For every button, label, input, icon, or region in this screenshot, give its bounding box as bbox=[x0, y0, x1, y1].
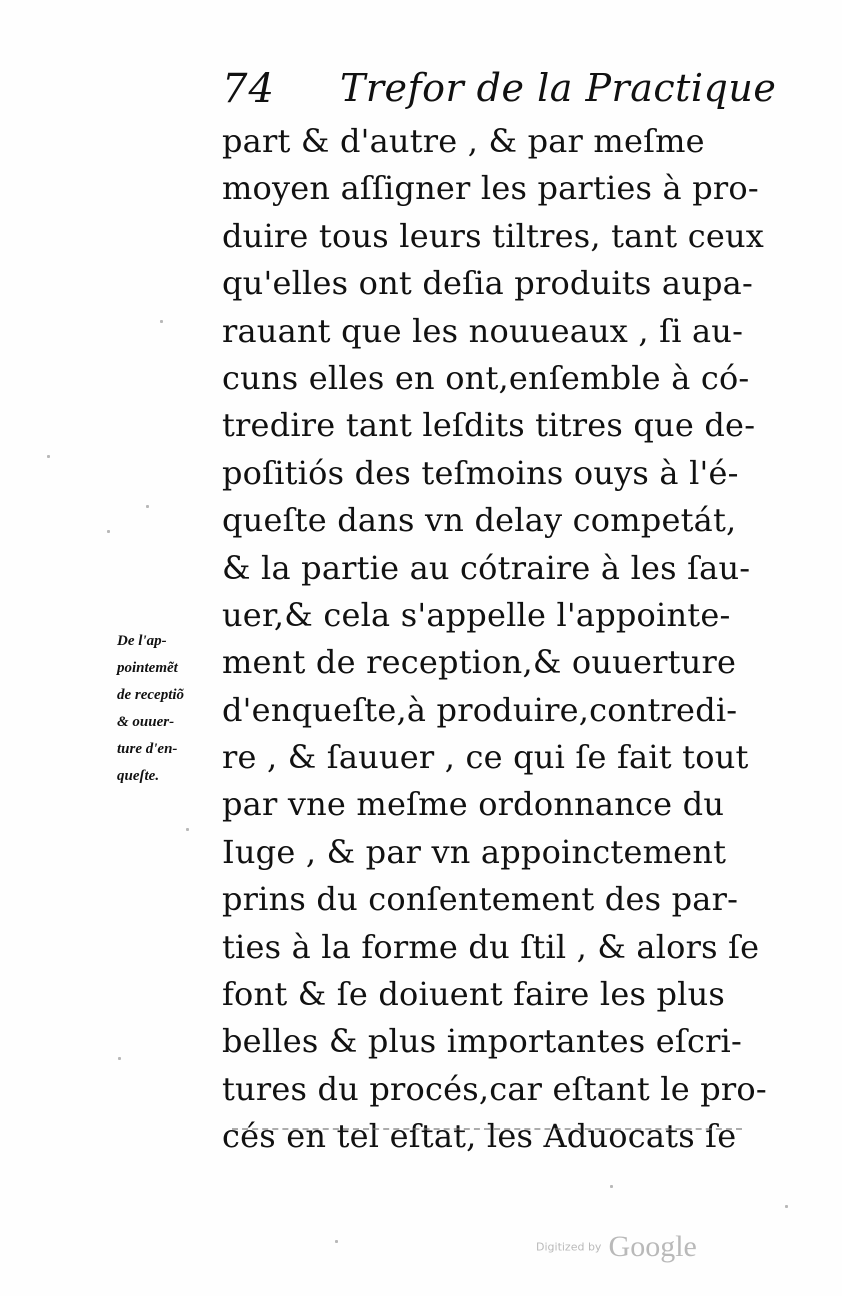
margin-note bbox=[117, 628, 225, 790]
digitized-by-google-watermark bbox=[536, 1230, 697, 1270]
page-number: 74 bbox=[222, 66, 275, 112]
text-line: cuns elles en ont,enſemble à có- bbox=[222, 358, 750, 397]
scan-speck bbox=[610, 1185, 613, 1188]
margin-note-line: pointemẽt bbox=[117, 660, 178, 676]
text-line: Iuge , & par vn appoinctement bbox=[222, 832, 727, 871]
text-line: duire tous leurs tiltres, tant ceux bbox=[222, 216, 765, 255]
margin-note-line: ture d'en- bbox=[117, 741, 178, 757]
text-line: tures du procés,car eſtant le pro- bbox=[222, 1069, 767, 1108]
google-logo-text: Google bbox=[608, 1230, 697, 1263]
text-line: prins du conſentement des par- bbox=[222, 880, 739, 919]
scan-speck bbox=[785, 1205, 788, 1208]
scan-speck bbox=[335, 1240, 338, 1243]
text-line: qu'elles ont deſia produits aupa- bbox=[222, 264, 753, 303]
text-line: part & d'autre , & par meſme bbox=[222, 122, 705, 160]
margin-note-line: de receptiõ bbox=[117, 687, 185, 703]
text-line: ties à la forme du ſtil , & alors ſe bbox=[222, 927, 760, 966]
text-line: rauant que les nouueaux , ſi au- bbox=[222, 311, 744, 350]
scan-speck bbox=[47, 455, 50, 458]
text-line: par vne meſme ordonnance du bbox=[222, 785, 725, 824]
text-line: re , & ſauuer , ce qui ſe fait tout bbox=[222, 738, 749, 777]
scan-speck bbox=[146, 505, 149, 508]
running-head: Trefor de la Practique bbox=[340, 66, 777, 110]
scan-speck bbox=[160, 320, 163, 323]
text-line: ment de reception,& ouuerture bbox=[222, 643, 737, 682]
text-line: d'enqueſte,à produire,contredi- bbox=[222, 690, 738, 729]
margin-note-line: De l'ap- bbox=[117, 633, 167, 649]
scan-speck bbox=[118, 1057, 121, 1060]
scan-speck bbox=[107, 530, 110, 533]
scan-speck bbox=[186, 828, 189, 831]
footer-smudge-rule bbox=[232, 1128, 742, 1136]
body-text-block bbox=[222, 118, 767, 1161]
page-header bbox=[222, 62, 777, 122]
margin-note-line: queſte. bbox=[117, 768, 160, 784]
text-line: belles & plus importantes eſcri- bbox=[222, 1022, 743, 1061]
text-line: moyen aſſigner les parties à pro- bbox=[222, 169, 759, 208]
margin-note-line: & ouuer- bbox=[117, 714, 175, 730]
watermark-prefix: Digitized by bbox=[536, 1240, 602, 1254]
text-line: font & ſe doiuent faire les plus bbox=[222, 975, 726, 1014]
text-line: uer,& cela s'appelle l'appointe- bbox=[222, 595, 731, 634]
text-line: cés en tel eſtat, les Aduocats ſe bbox=[222, 1117, 737, 1156]
text-line: & la partie au cótraire à les ſau- bbox=[222, 548, 751, 587]
text-line: queſte dans vn delay competát, bbox=[222, 501, 737, 540]
text-line: tredire tant leſdits titres que de- bbox=[222, 406, 756, 445]
text-line: poſitiós des teſmoins ouys à l'é- bbox=[222, 453, 739, 492]
